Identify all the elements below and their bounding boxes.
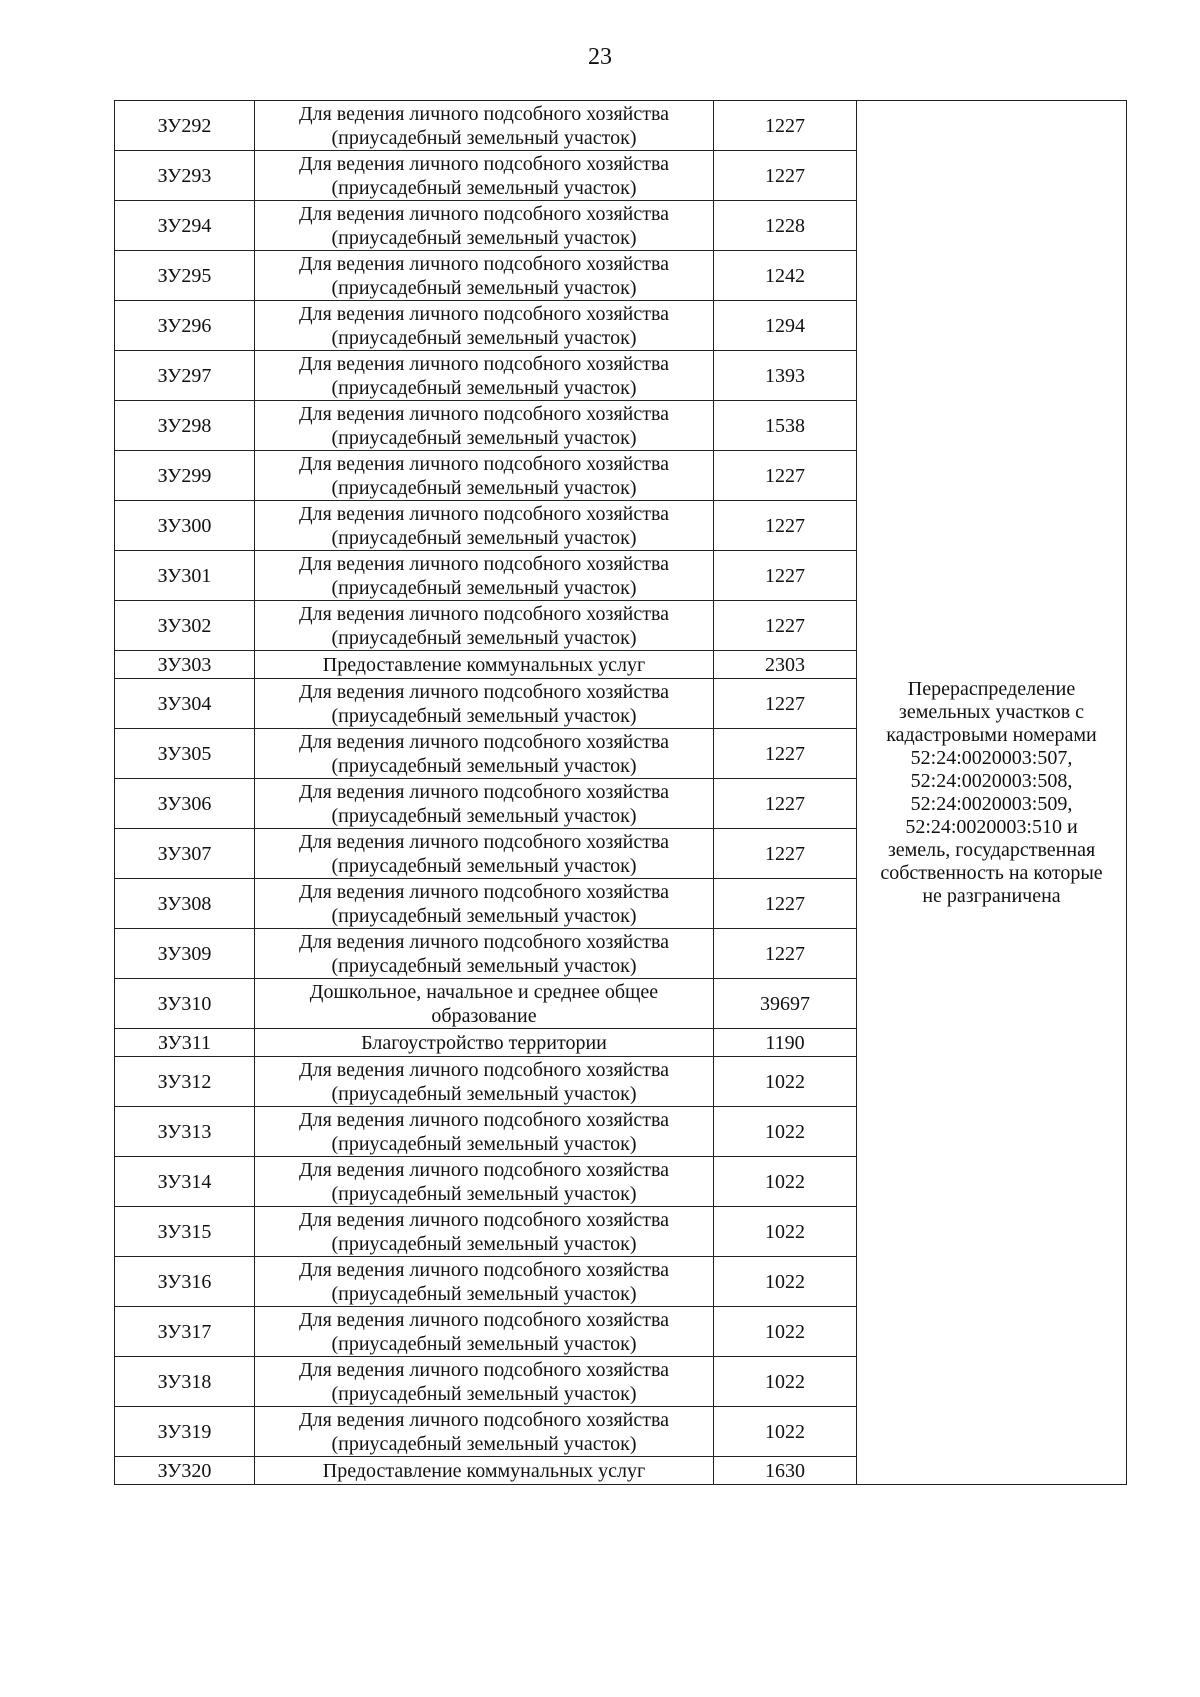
plot-use-line: Благоустройство территории [361, 1031, 607, 1054]
plot-id-cell: ЗУ303 [115, 651, 255, 679]
plot-id-cell: ЗУ293 [115, 151, 255, 201]
plot-use-line: (приусадебный земельный участок) [331, 426, 637, 449]
plot-use-line: Для ведения личного подсобного хозяйства [298, 452, 670, 475]
plot-area-cell: 2303 [714, 651, 857, 679]
plot-id-cell: ЗУ295 [115, 251, 255, 301]
plot-use-line: Для ведения личного подсобного хозяйства [298, 302, 670, 325]
plot-use-line: (приусадебный земельный участок) [331, 1182, 637, 1205]
plot-area-cell: 1228 [714, 201, 857, 251]
plot-id-cell: ЗУ306 [115, 779, 255, 829]
plot-area-cell: 1630 [714, 1457, 857, 1485]
plot-area-cell: 1022 [714, 1257, 857, 1307]
plot-use-cell [255, 1307, 714, 1357]
plot-id-cell: ЗУ311 [115, 1029, 255, 1057]
plot-use-line: (приусадебный земельный участок) [331, 1382, 637, 1405]
plot-use-line: Для ведения личного подсобного хозяйства [298, 602, 670, 625]
plot-area-cell: 1538 [714, 401, 857, 451]
plot-id-cell: ЗУ302 [115, 601, 255, 651]
plot-area-cell: 1227 [714, 779, 857, 829]
land-plots-table [114, 100, 1127, 1485]
plot-use-line: (приусадебный земельный участок) [331, 276, 637, 299]
plot-use-line: (приусадебный земельный участок) [331, 326, 637, 349]
plot-use-line: (приусадебный земельный участок) [331, 576, 637, 599]
plot-use-cell [255, 651, 714, 679]
plot-use-line: Для ведения личного подсобного хозяйства [298, 830, 670, 853]
plot-use-line: Для ведения личного подсобного хозяйства [298, 252, 670, 275]
plot-id-cell: ЗУ315 [115, 1207, 255, 1257]
plot-use-line: Для ведения личного подсобного хозяйства [298, 1358, 670, 1381]
plot-id-cell: ЗУ318 [115, 1357, 255, 1407]
plot-area-cell: 1294 [714, 301, 857, 351]
plot-use-cell [255, 1257, 714, 1307]
plot-area-cell: 1022 [714, 1307, 857, 1357]
plot-use-cell [255, 1107, 714, 1157]
plot-use-cell [255, 879, 714, 929]
plot-id-cell: ЗУ316 [115, 1257, 255, 1307]
plot-use-cell [255, 929, 714, 979]
plot-use-line: (приусадебный земельный участок) [331, 1132, 637, 1155]
plot-use-line: (приусадебный земельный участок) [331, 1282, 637, 1305]
plot-use-cell [255, 1029, 714, 1057]
plot-use-cell [255, 779, 714, 829]
plot-use-cell [255, 401, 714, 451]
plot-use-line: Предоставление коммунальных услуг [322, 1459, 646, 1482]
plot-use-line: (приусадебный земельный участок) [331, 1332, 637, 1355]
plot-area-cell: 1022 [714, 1057, 857, 1107]
plot-use-line: (приусадебный земельный участок) [331, 626, 637, 649]
plot-use-cell [255, 1157, 714, 1207]
note-line: собственность на которые [880, 861, 1103, 884]
plot-area-cell: 1022 [714, 1357, 857, 1407]
plot-use-line: Для ведения личного подсобного хозяйства [298, 1308, 670, 1331]
plot-use-cell [255, 679, 714, 729]
plot-use-cell [255, 451, 714, 501]
plot-use-line: Для ведения личного подсобного хозяйства [298, 1208, 670, 1231]
note-line: не разграничена [922, 884, 1061, 907]
plot-use-cell [255, 1407, 714, 1457]
plot-area-cell: 1227 [714, 729, 857, 779]
plot-use-line: Для ведения личного подсобного хозяйства [298, 1408, 670, 1431]
plot-id-cell: ЗУ298 [115, 401, 255, 451]
plot-use-line: Для ведения личного подсобного хозяйства [298, 930, 670, 953]
plot-use-cell [255, 1057, 714, 1107]
plot-use-line: (приусадебный земельный участок) [331, 1232, 637, 1255]
plot-use-line: (приусадебный земельный участок) [331, 804, 637, 827]
plot-id-cell: ЗУ314 [115, 1157, 255, 1207]
plot-use-line: Для ведения личного подсобного хозяйства [298, 730, 670, 753]
plot-use-line: (приусадебный земельный участок) [331, 854, 637, 877]
note-line: земельных участков с [898, 700, 1085, 723]
plot-use-cell [255, 979, 714, 1029]
plot-id-cell: ЗУ299 [115, 451, 255, 501]
plot-use-line: Для ведения личного подсобного хозяйства [298, 402, 670, 425]
plot-id-cell: ЗУ304 [115, 679, 255, 729]
plot-use-cell [255, 1357, 714, 1407]
plot-use-line: (приусадебный земельный участок) [331, 126, 637, 149]
note-line: Перераспределение [907, 677, 1076, 700]
plot-area-cell: 1227 [714, 151, 857, 201]
plot-use-line: (приусадебный земельный участок) [331, 176, 637, 199]
plot-use-line: Дошкольное, начальное и среднее общее [309, 980, 659, 1003]
plot-id-cell: ЗУ320 [115, 1457, 255, 1485]
plot-use-line: (приусадебный земельный участок) [331, 954, 637, 977]
note-line: кадастровыми номерами [886, 723, 1097, 746]
page-number: 23 [588, 44, 612, 70]
plot-use-line: Для ведения личного подсобного хозяйства [298, 780, 670, 803]
plot-area-cell: 1242 [714, 251, 857, 301]
plot-use-cell [255, 501, 714, 551]
plot-id-cell: ЗУ292 [115, 101, 255, 151]
plot-use-cell [255, 201, 714, 251]
plot-use-line: (приусадебный земельный участок) [331, 526, 637, 549]
formation-method-note [857, 101, 1127, 1485]
plot-use-line: образование [431, 1004, 537, 1027]
plot-use-line: Для ведения личного подсобного хозяйства [298, 1258, 670, 1281]
plot-area-cell: 1227 [714, 601, 857, 651]
plot-id-cell: ЗУ300 [115, 501, 255, 551]
plot-use-cell [255, 301, 714, 351]
plot-use-line: Для ведения личного подсобного хозяйства [298, 352, 670, 375]
plot-area-cell: 1022 [714, 1407, 857, 1457]
note-line: 52:24:0020003:510 и [905, 815, 1078, 838]
plot-id-cell: ЗУ317 [115, 1307, 255, 1357]
plot-id-cell: ЗУ305 [115, 729, 255, 779]
note-line: 52:24:0020003:509, [910, 792, 1073, 815]
plot-use-line: Для ведения личного подсобного хозяйства [298, 152, 670, 175]
plot-use-cell [255, 101, 714, 151]
plot-use-line: Для ведения личного подсобного хозяйства [298, 1058, 670, 1081]
plot-use-line: Для ведения личного подсобного хозяйства [298, 680, 670, 703]
plot-use-line: (приусадебный земельный участок) [331, 476, 637, 499]
table-row [115, 101, 1127, 151]
plot-use-cell [255, 151, 714, 201]
plot-area-cell: 1227 [714, 929, 857, 979]
plot-use-line: Для ведения личного подсобного хозяйства [298, 880, 670, 903]
plot-area-cell: 1190 [714, 1029, 857, 1057]
plot-use-line: (приусадебный земельный участок) [331, 226, 637, 249]
plot-id-cell: ЗУ308 [115, 879, 255, 929]
plot-use-line: Предоставление коммунальных услуг [322, 653, 646, 676]
plot-use-line: (приусадебный земельный участок) [331, 376, 637, 399]
plot-use-line: (приусадебный земельный участок) [331, 704, 637, 727]
plot-area-cell: 1227 [714, 101, 857, 151]
plot-use-line: Для ведения личного подсобного хозяйства [298, 1108, 670, 1131]
plot-use-line: Для ведения личного подсобного хозяйства [298, 102, 670, 125]
plot-id-cell: ЗУ296 [115, 301, 255, 351]
plot-use-cell [255, 1207, 714, 1257]
note-line: 52:24:0020003:508, [910, 769, 1073, 792]
note-line: земель, государственная [887, 838, 1096, 861]
plot-use-cell [255, 729, 714, 779]
plot-id-cell: ЗУ319 [115, 1407, 255, 1457]
plot-area-cell: 1227 [714, 451, 857, 501]
note-line: 52:24:0020003:507, [910, 746, 1073, 769]
plot-use-cell [255, 551, 714, 601]
table-body [115, 101, 1127, 1485]
plot-id-cell: ЗУ294 [115, 201, 255, 251]
plot-area-cell: 1022 [714, 1107, 857, 1157]
plot-use-cell [255, 601, 714, 651]
plot-area-cell: 1227 [714, 551, 857, 601]
plot-area-cell: 1227 [714, 879, 857, 929]
plot-id-cell: ЗУ307 [115, 829, 255, 879]
plot-use-cell [255, 351, 714, 401]
plot-id-cell: ЗУ309 [115, 929, 255, 979]
plot-use-line: Для ведения личного подсобного хозяйства [298, 552, 670, 575]
plot-id-cell: ЗУ297 [115, 351, 255, 401]
plot-area-cell: 1227 [714, 679, 857, 729]
plot-use-line: (приусадебный земельный участок) [331, 904, 637, 927]
plot-use-cell [255, 1457, 714, 1485]
plot-use-line: Для ведения личного подсобного хозяйства [298, 202, 670, 225]
plot-area-cell: 1227 [714, 829, 857, 879]
plot-area-cell: 39697 [714, 979, 857, 1029]
plot-area-cell: 1022 [714, 1207, 857, 1257]
plot-area-cell: 1227 [714, 501, 857, 551]
plot-use-line: Для ведения личного подсобного хозяйства [298, 1158, 670, 1181]
plot-use-line: (приусадебный земельный участок) [331, 1082, 637, 1105]
plot-use-cell [255, 251, 714, 301]
plot-use-line: Для ведения личного подсобного хозяйства [298, 502, 670, 525]
plot-id-cell: ЗУ312 [115, 1057, 255, 1107]
plot-id-cell: ЗУ301 [115, 551, 255, 601]
plot-use-line: (приусадебный земельный участок) [331, 754, 637, 777]
plot-id-cell: ЗУ310 [115, 979, 255, 1029]
plot-area-cell: 1393 [714, 351, 857, 401]
plot-id-cell: ЗУ313 [115, 1107, 255, 1157]
plot-area-cell: 1022 [714, 1157, 857, 1207]
plot-use-cell [255, 829, 714, 879]
plot-use-line: (приусадебный земельный участок) [331, 1432, 637, 1455]
